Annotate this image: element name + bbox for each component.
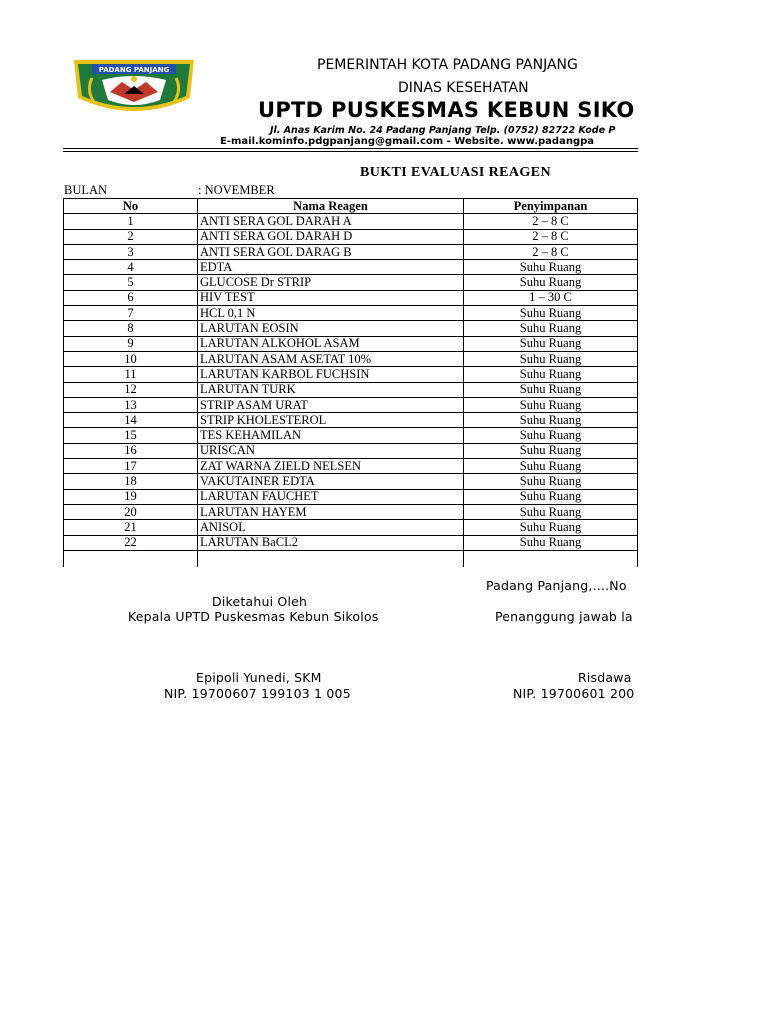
- row-storage: Suhu Ruang: [464, 428, 638, 443]
- row-reagent-name: LARUTAN FAUCHET: [198, 489, 464, 504]
- row-extra: [638, 397, 639, 412]
- row-extra: [638, 229, 639, 244]
- row-extra: [638, 520, 639, 535]
- row-storage: Suhu Ruang: [464, 489, 638, 504]
- row-extra: [638, 290, 639, 305]
- row-no: 7: [64, 306, 198, 321]
- signature-left-position: Kepala UPTD Puskesmas Kebun Sikolos: [128, 609, 379, 624]
- row-reagent-name: LARUTAN TURK: [198, 382, 464, 397]
- row-reagent-name: ANTI SERA GOL DARAH A: [198, 214, 464, 229]
- letterhead-address: Jl. Anas Karim No. 24 Padang Panjang Telp. (0752) 82722 Kode P: [270, 125, 616, 136]
- row-storage: Suhu Ruang: [464, 397, 638, 412]
- row-extra: [638, 428, 639, 443]
- table-row: [64, 229, 639, 244]
- row-storage: Suhu Ruang: [464, 474, 638, 489]
- row-storage: Suhu Ruang: [464, 413, 638, 428]
- row-reagent-name: ANTI SERA GOL DARAH D: [198, 229, 464, 244]
- table-row: [64, 367, 639, 382]
- row-reagent-name: HIV TEST: [198, 290, 464, 305]
- row-storage: Suhu Ruang: [464, 459, 638, 474]
- signature-right-nip: NIP. 19700601 200: [513, 686, 635, 701]
- table-row: [64, 275, 639, 290]
- row-storage: Suhu Ruang: [464, 260, 638, 275]
- row-no: 9: [64, 336, 198, 351]
- month-value: : NOVEMBER: [198, 183, 275, 197]
- letterhead-government: PEMERINTAH KOTA PADANG PANJANG: [317, 57, 578, 73]
- letterhead-divider-thin: [63, 148, 638, 149]
- table-row: [64, 489, 639, 504]
- reagent-table: [63, 198, 638, 567]
- signature-right-position: Penanggung jawab la: [495, 609, 633, 624]
- row-reagent-name: EDTA: [198, 260, 464, 275]
- row-reagent-name: TES KEHAMILAN: [198, 428, 464, 443]
- row-reagent-name: LARUTAN ALKOHOL ASAM: [198, 336, 464, 351]
- row-reagent-name: ZAT WARNA ZIELD NELSEN: [198, 459, 464, 474]
- signature-place-date: Padang Panjang,....No: [486, 578, 627, 593]
- row-reagent-name: ANTI SERA GOL DARAG B: [198, 244, 464, 259]
- row-no: 4: [64, 260, 198, 275]
- row-extra: [638, 367, 639, 382]
- table-row: [64, 214, 639, 229]
- row-storage: 1 – 30 C: [464, 290, 638, 305]
- row-storage: Suhu Ruang: [464, 367, 638, 382]
- letterhead-institution: UPTD PUSKESMAS KEBUN SIKO: [258, 98, 635, 122]
- table-body: [64, 214, 639, 567]
- padang-panjang-emblem-icon: [72, 58, 196, 120]
- letterhead-contact: E-mail.kominfo.pdgpanjang@gmail.com - Website. www.padangpa: [220, 136, 595, 147]
- row-storage: Suhu Ruang: [464, 275, 638, 290]
- row-storage: Suhu Ruang: [464, 382, 638, 397]
- row-no: 6: [64, 290, 198, 305]
- row-extra: [638, 260, 639, 275]
- row-storage: Suhu Ruang: [464, 520, 638, 535]
- row-reagent-name: ANISOL: [198, 520, 464, 535]
- table-row: [64, 306, 639, 321]
- table-header-row: [64, 199, 639, 214]
- row-extra: [638, 214, 639, 229]
- row-extra: [638, 382, 639, 397]
- row-extra: [638, 306, 639, 321]
- row-no: 21: [64, 520, 198, 535]
- row-reagent-name: URISCAN: [198, 443, 464, 458]
- table-row: [64, 504, 639, 519]
- letterhead-divider: [63, 151, 638, 152]
- month-label: BULAN: [64, 183, 108, 197]
- row-extra: [638, 504, 639, 519]
- row-no: 5: [64, 275, 198, 290]
- row-extra: [638, 275, 639, 290]
- row-no: 10: [64, 351, 198, 366]
- row-storage: Suhu Ruang: [464, 535, 638, 550]
- blank-cell: [638, 550, 639, 567]
- letterhead-department: DINAS KESEHATAN: [398, 80, 529, 96]
- row-no: 15: [64, 428, 198, 443]
- table-row: [64, 428, 639, 443]
- row-extra: [638, 244, 639, 259]
- row-reagent-name: GLUCOSE Dr STRIP: [198, 275, 464, 290]
- table-row: [64, 459, 639, 474]
- table-row: [64, 260, 639, 275]
- table-row: [64, 397, 639, 412]
- row-no: 8: [64, 321, 198, 336]
- row-storage: Suhu Ruang: [464, 351, 638, 366]
- row-no: 1: [64, 214, 198, 229]
- table-row: [64, 244, 639, 259]
- table-row: [64, 336, 639, 351]
- table-row: [64, 382, 639, 397]
- row-no: 17: [64, 459, 198, 474]
- row-no: 13: [64, 397, 198, 412]
- document-title: BUKTI EVALUASI REAGEN: [360, 165, 551, 180]
- table-row: [64, 351, 639, 366]
- row-no: 2: [64, 229, 198, 244]
- logo-banner-text: PADANG PANJANG: [98, 66, 170, 74]
- row-extra: [638, 443, 639, 458]
- signature-left-name: Epipoli Yunedi, SKM: [196, 670, 322, 685]
- blank-cell: [64, 550, 198, 567]
- blank-cell: [464, 550, 638, 567]
- row-storage: Suhu Ruang: [464, 321, 638, 336]
- row-extra: [638, 489, 639, 504]
- signature-right-name: Risdawa: [578, 670, 632, 685]
- row-reagent-name: LARUTAN BaCL2: [198, 535, 464, 550]
- row-no: 12: [64, 382, 198, 397]
- table-blank-row: [64, 550, 639, 567]
- row-no: 11: [64, 367, 198, 382]
- row-extra: [638, 459, 639, 474]
- signature-left-nip: NIP. 19700607 199103 1 005: [164, 686, 351, 701]
- row-extra: [638, 535, 639, 550]
- row-reagent-name: HCL 0,1 N: [198, 306, 464, 321]
- row-no: 19: [64, 489, 198, 504]
- table-row: [64, 413, 639, 428]
- row-no: 22: [64, 535, 198, 550]
- row-extra: [638, 336, 639, 351]
- header-no: No: [64, 199, 198, 214]
- table-row: [64, 520, 639, 535]
- row-reagent-name: STRIP ASAM URAT: [198, 397, 464, 412]
- row-storage: Suhu Ruang: [464, 306, 638, 321]
- row-reagent-name: LARUTAN EOSIN: [198, 321, 464, 336]
- header-reagent-name: Nama Reagen: [198, 199, 464, 214]
- row-reagent-name: VAKUTAINER EDTA: [198, 474, 464, 489]
- header-extra: [638, 199, 639, 214]
- header-storage: Penyimpanan: [464, 199, 638, 214]
- row-storage: 2 – 8 C: [464, 214, 638, 229]
- row-extra: [638, 321, 639, 336]
- table-row: [64, 474, 639, 489]
- table-row: [64, 535, 639, 550]
- row-no: 18: [64, 474, 198, 489]
- table-row: [64, 290, 639, 305]
- row-reagent-name: LARUTAN KARBOL FUCHSIN: [198, 367, 464, 382]
- row-storage: 2 – 8 C: [464, 244, 638, 259]
- row-storage: Suhu Ruang: [464, 504, 638, 519]
- row-no: 3: [64, 244, 198, 259]
- row-extra: [638, 351, 639, 366]
- signature-left-title: Diketahui Oleh: [212, 594, 308, 609]
- row-no: 16: [64, 443, 198, 458]
- row-no: 20: [64, 504, 198, 519]
- row-extra: [638, 474, 639, 489]
- row-extra: [638, 413, 639, 428]
- row-storage: Suhu Ruang: [464, 336, 638, 351]
- row-reagent-name: STRIP KHOLESTEROL: [198, 413, 464, 428]
- row-no: 14: [64, 413, 198, 428]
- table-row: [64, 443, 639, 458]
- row-reagent-name: LARUTAN ASAM ASETAT 10%: [198, 351, 464, 366]
- row-storage: 2 – 8 C: [464, 229, 638, 244]
- table-row: [64, 321, 639, 336]
- blank-cell: [198, 550, 464, 567]
- row-reagent-name: LARUTAN HAYEM: [198, 504, 464, 519]
- row-storage: Suhu Ruang: [464, 443, 638, 458]
